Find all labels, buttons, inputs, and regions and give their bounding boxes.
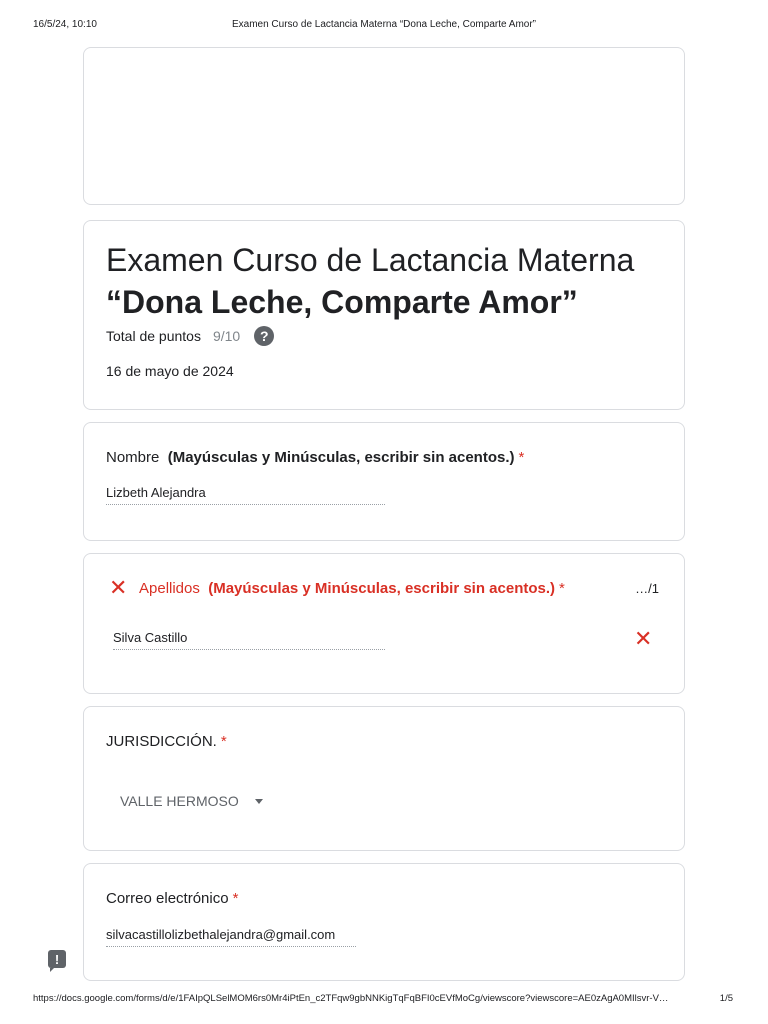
form-date: 16 de mayo de 2024 (106, 363, 234, 379)
answer-incorrect-close-icon: ✕ (634, 626, 653, 651)
form-header-banner (83, 47, 685, 205)
form-title-plain: Examen Curso de Lactancia Materna (106, 242, 635, 278)
print-url: https://docs.google.com/forms/d/e/1FAIpQLSelMOM6rs0Mr4iPtEn_c2TFqw9gbNNKigTqFqBFI0cEVfMoCg/viewscore?viewscore=AE0zAgA0MIlsvr-V… (33, 993, 669, 1004)
question-nombre-hint: (Mayúsculas y Minúsculas, escribir sin acentos.) (167, 449, 515, 466)
print-page-number: 1/5 (719, 993, 733, 1004)
form-title-card (83, 220, 685, 410)
required-asterisk: * (559, 580, 565, 597)
required-asterisk: * (220, 733, 227, 750)
question-jurisdiccion-title: JURISDICCIÓN. (106, 733, 217, 750)
question-correo-label (106, 890, 238, 907)
question-jurisdiccion-label (106, 733, 227, 750)
question-jurisdiccion (83, 706, 685, 851)
print-date: 16/5/24, 10:10 (33, 19, 97, 30)
question-nombre (83, 422, 685, 541)
jurisdiccion-dropdown[interactable] (120, 793, 263, 809)
question-apellidos-title: Apellidos (139, 580, 200, 597)
total-points-label: Total de puntos (106, 328, 201, 344)
dropdown-arrow-icon (255, 799, 263, 804)
question-apellidos-score: …/1 (635, 581, 659, 596)
question-correo-title: Correo electrónico (106, 890, 229, 907)
form-title-bold: “Dona Leche, Comparte Amor” (106, 284, 578, 320)
total-points-value: 9/10 (212, 328, 241, 344)
answer-apellidos: Silva Castillo (113, 630, 385, 650)
print-document-title: Examen Curso de Lactancia Materna “Dona Leche, Comparte Amor” (231, 19, 537, 30)
question-nombre-label (106, 449, 524, 466)
jurisdiccion-selected-value: VALLE HERMOSO (120, 793, 239, 809)
total-points-row (106, 326, 274, 346)
required-asterisk: * (232, 890, 239, 907)
question-apellidos (83, 553, 685, 694)
question-nombre-title: Nombre (106, 449, 160, 466)
question-correo (83, 863, 685, 981)
required-asterisk: * (518, 449, 525, 466)
question-apellidos-hint: (Mayúsculas y Minúsculas, escribir sin acentos.) (208, 580, 556, 597)
form-title (106, 239, 666, 323)
report-issue-icon[interactable]: ! (48, 950, 66, 968)
question-apellidos-label (139, 580, 565, 597)
incorrect-close-icon: ✕ (109, 575, 128, 600)
answer-nombre: Lizbeth Alejandra (106, 485, 385, 505)
answer-correo: silvacastillolizbethalejandra@gmail.com (106, 927, 356, 947)
help-circle-icon[interactable]: ? (254, 326, 274, 346)
